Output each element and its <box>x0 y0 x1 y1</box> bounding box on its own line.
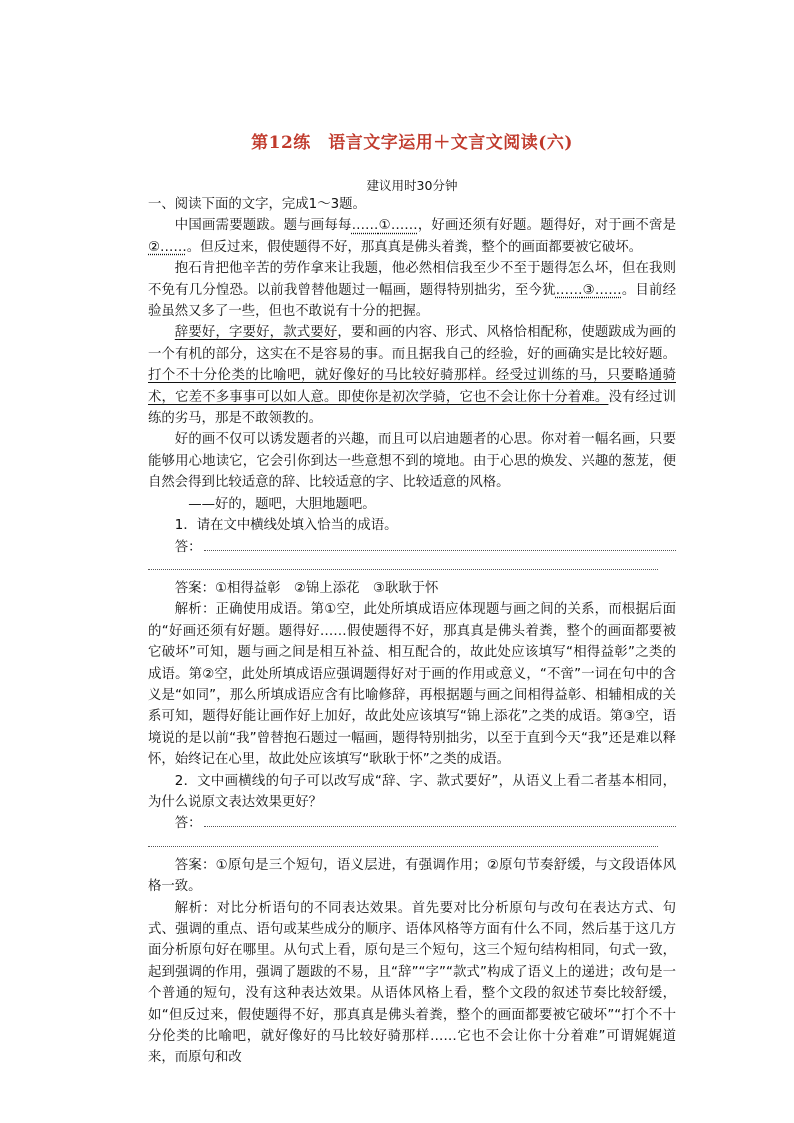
passage-text: 中国画需要题跋。题与画每每 <box>174 218 352 234</box>
passage-text: 。但反过来，假使题得不好，那真真是佛头着粪，整个的画面都要被它破坏。 <box>186 239 643 255</box>
passage-paragraph-1 <box>148 215 676 258</box>
page-title: 第12练 语言文字运用＋文言文阅读(六) <box>251 133 573 153</box>
time-hint: 建议用时30分钟 <box>366 178 458 193</box>
underlined-sentence-1: 辞要好，字要好，款式要好 <box>174 325 338 341</box>
blank-3[interactable]: ……③…… <box>555 282 622 298</box>
document-body <box>148 194 676 1069</box>
answer-field-2-line-2[interactable] <box>148 833 658 847</box>
passage-text: 抱石肯把他辛苦的劳作拿来让我题，他必然相信我至少不至于题得怎么坏，但在我则不免有几分惶恐。以前我曾替他题过一幅画，题得特别拙劣，至今犹 <box>148 261 676 298</box>
question-1: 1．请在文中横线处填入恰当的成语。 <box>174 518 398 534</box>
passage-closing: ——好的，题吧，大胆地题吧。 <box>188 496 376 512</box>
answer-field-2[interactable]: 答： <box>148 813 676 834</box>
answer-field-1-line-2[interactable] <box>148 556 658 570</box>
passage-text: ，好画还须有好题。题得好，对于画不啻是 <box>417 218 677 234</box>
blank-2[interactable]: ②…… <box>148 239 187 255</box>
passage-paragraph-2 <box>148 258 676 322</box>
underlined-sentence-2: 打个不十分伦类的比喻吧，就好像好的马比较好骑那样。经受过训练的马，只要略通骑术，它差不多事事可以如人意。即使你是初次学骑，它也不会让你十分着难。 <box>148 368 676 405</box>
analysis-1: 解析：正确使用成语。第①空，此处所填成语应体现题与画之间的关系，而根据后面的“好画还须有好题。题得好……假使题得不好，那真真是佛头着粪，整个的画面都要被它破坏”可知，题与画之间是相互补益、相互配合的，故此处应该填写“相得益彰”之类的成语。第②空，此处所填成语应强调题得好对于画的作用或意义，“不啻”一词在句中的含义是“如同”，那么所填成语应含有比喻修辞，再根据题与画之间相得益彰、相辅相成的关系可知，题得好能让画作好上加好，故此处应该填写“锦上添花”之类的成语。第③空，语境说的是以前“我”曾替抱石题过一幅画，题得特别拙劣，以至于直到今天“我”还是难以释怀，始终记在心里，故此处应该填写“耿耿于怀”之类的成语。 <box>148 602 676 768</box>
question-2: 2．文中画横线的句子可以改写成“辞、字、款式要好”，从语义上看二者基本相同，为什么说原文表达效果更好？ <box>148 773 676 810</box>
answer-field-1[interactable]: 答： <box>148 537 676 558</box>
passage-text: 。目前经验虽然又多了一些，但也不敢说有十分的把握。 <box>148 282 676 320</box>
passage-paragraph-4: 好的画不仅可以诱发题者的兴趣，而且可以启迪题者的心思。你对着一幅名画，只要能够用心地读它，它会引你到达一些意想不到的境地。由于心思的焕发、兴趣的葱茏，便自然会得到比较适意的辞、比较适意的字、比较适意的风格。 <box>148 432 676 491</box>
passage-text: 没有经过训练的劣马，那是不敢领教的。 <box>148 389 676 427</box>
analysis-2: 解析：对比分析语句的不同表达效果。首先要对比分析原句与改句在表达方式、句式、强调的重点、语句或某些成分的顺序、语体风格等方面有什么不同，然后基于这几方面分析原句好在哪里。从句式上看，原句是三个短句，这三个短句结构相同，句式一致，起到强调的作用，强调了题跋的不易，且“辞”“字”“款式”构成了语义上的递进；改句是一个普通的短句，没有这种表达效果。从语体风格上看，整个文段的叙述节奏比较舒缓，如“但反过来，假使题得不好，那真真是佛头着粪，整个的画面都要被它破坏”“打个不十分伦类的比喻吧，就好像好的马比较好骑那样……它也不会让你十分着难”可谓娓娓道来，而原句和改 <box>148 900 676 1066</box>
passage-text: ，要和画的内容、形式、风格恰相配称，使题跋成为画的一个有机的部分，这实在不是容易的事。而且据我自己的经验，好的画确实是比较好题。 <box>148 325 677 362</box>
blank-1[interactable]: ……①…… <box>351 218 418 234</box>
passage-paragraph-3 <box>148 322 676 429</box>
answer-2: 答案：①原句是三个短句，语义层进，有强调作用；②原句节奏舒缓，与文段语体风格一致。 <box>148 857 676 895</box>
section-intro: 一、阅读下面的文字，完成1～3题。 <box>148 197 366 212</box>
answer-1: 答案：①相得益彰 ②锦上添花 ③耿耿于怀 <box>174 580 439 596</box>
